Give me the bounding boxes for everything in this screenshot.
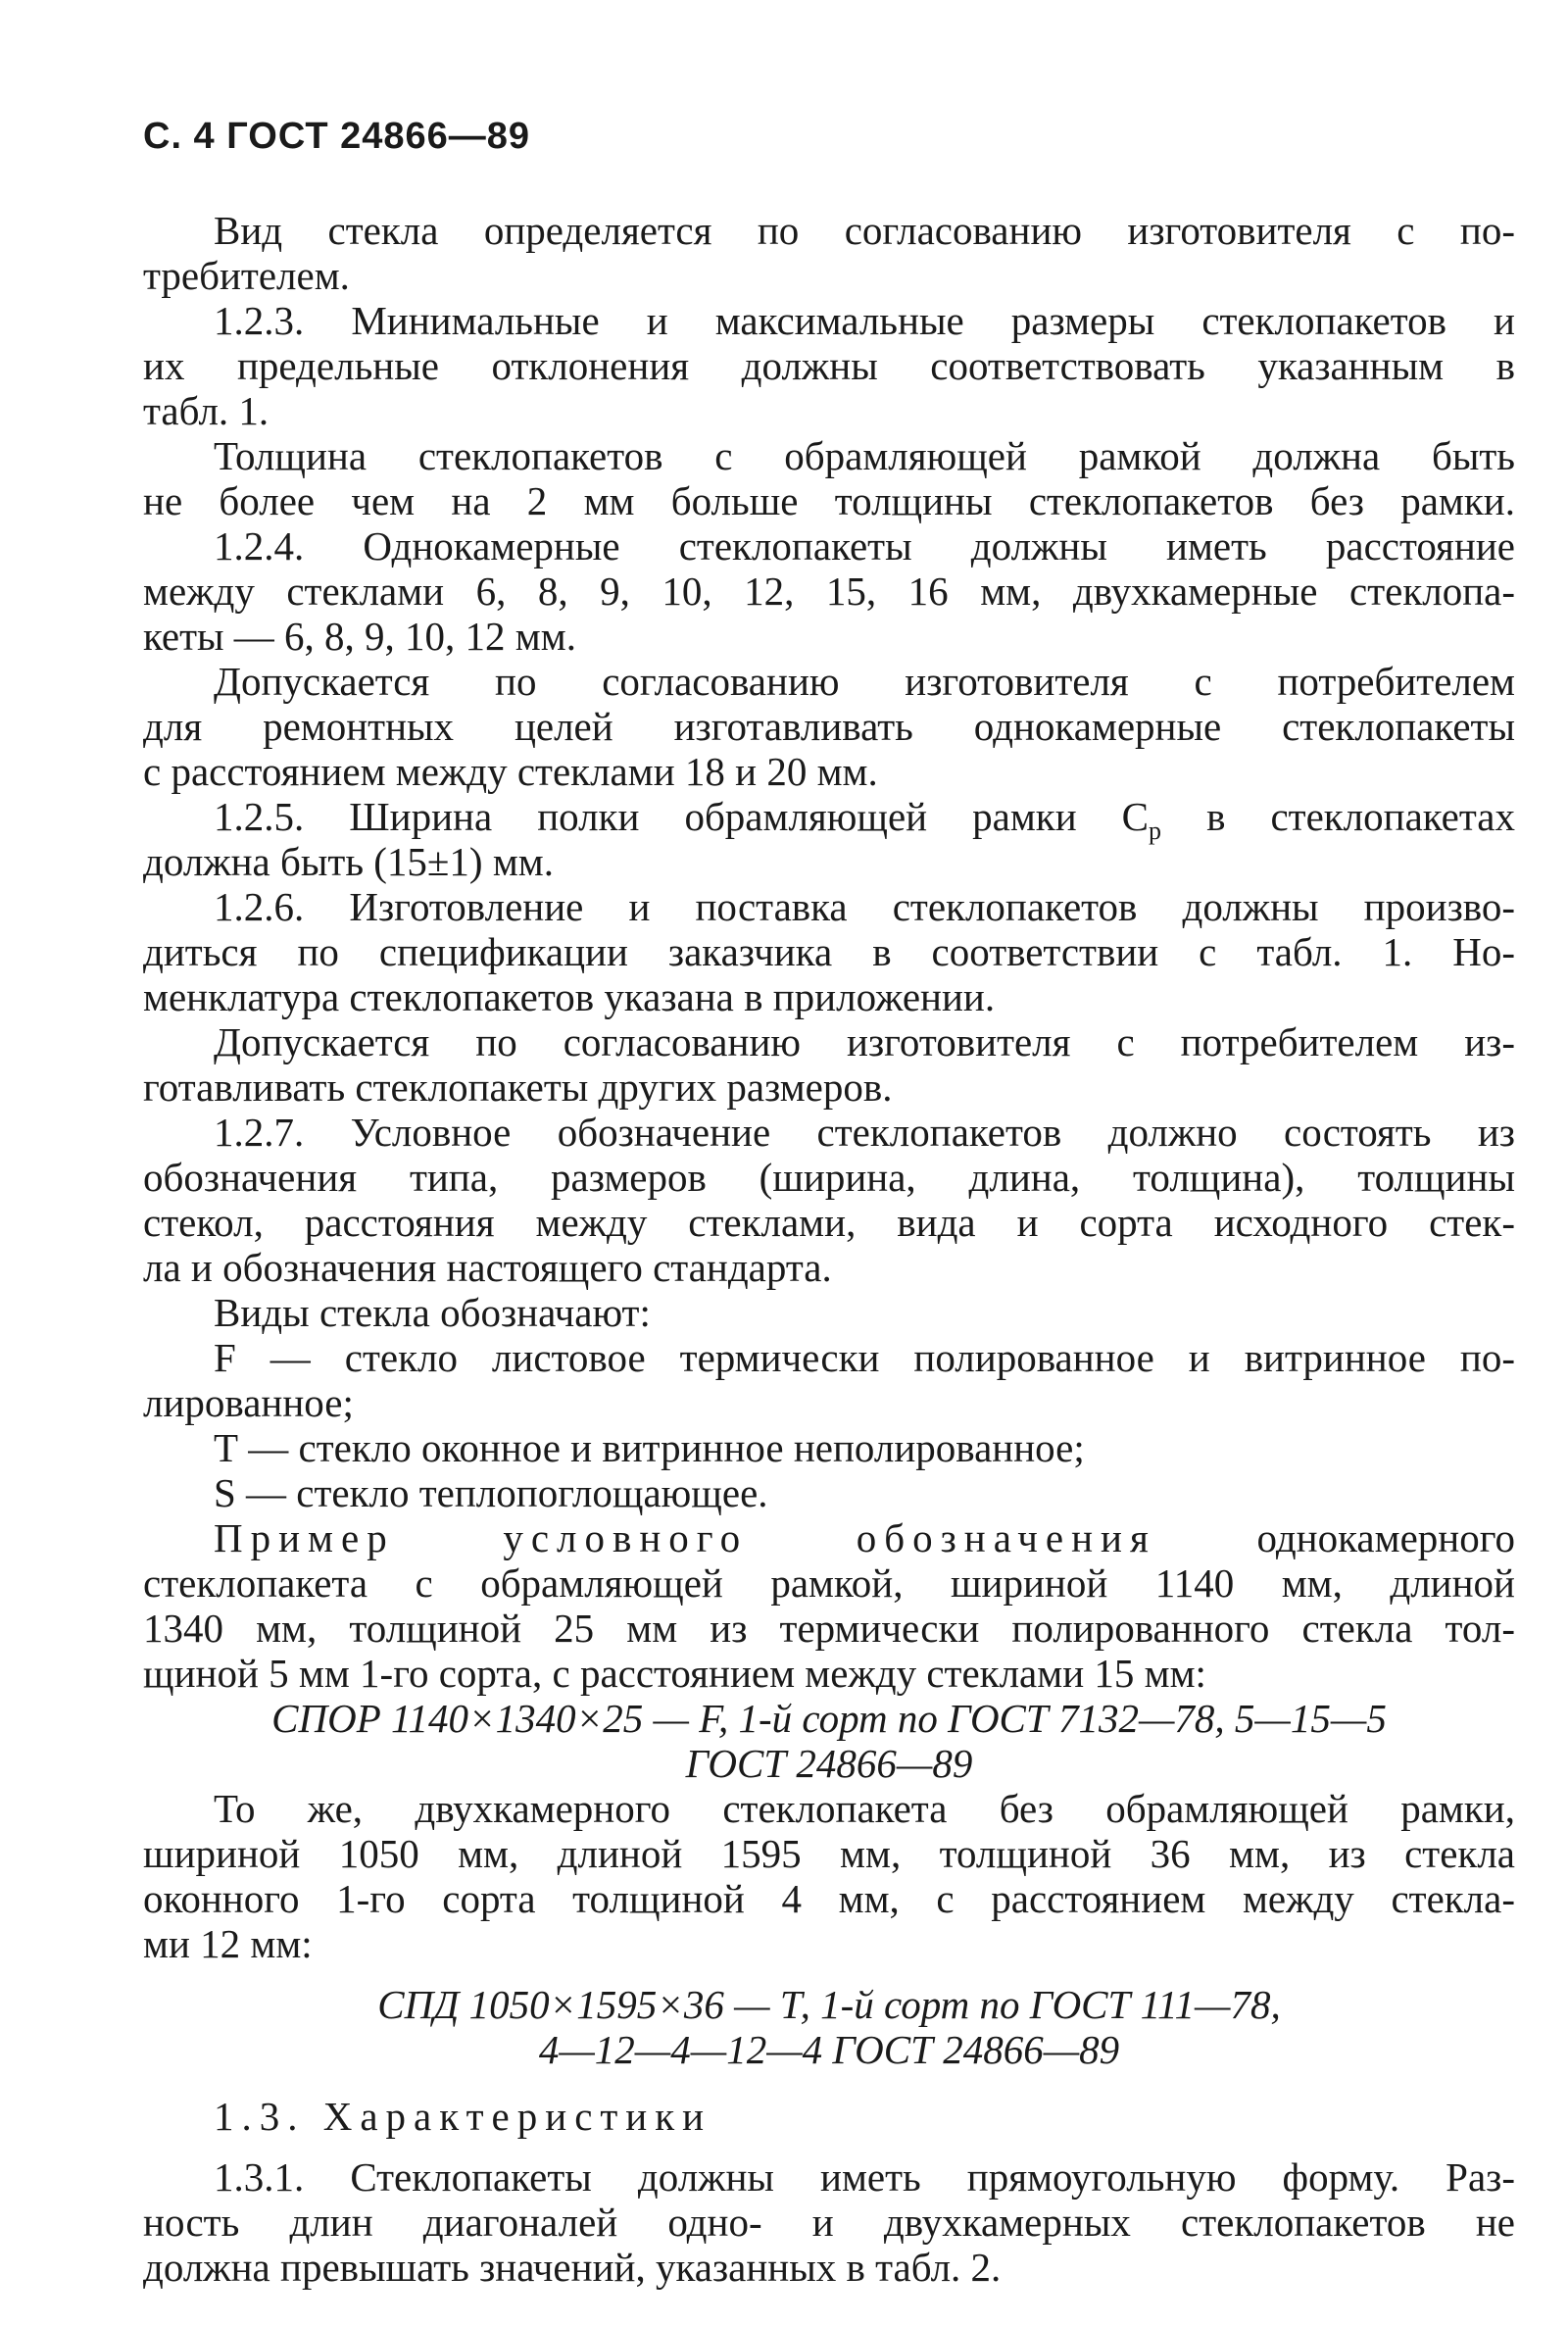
text-line: 1.2.3. Минимальные и максимальные размеры стеклопакетов и (214, 298, 1515, 343)
text-line (143, 794, 1515, 846)
document-body (143, 208, 1515, 2290)
text-line: табл. 1. (143, 388, 270, 433)
spacer (143, 2139, 1515, 2154)
formula-line: 4—12—4—12—4 ГОСТ 24866—89 (538, 2027, 1120, 2072)
text-line: Толщина стеклопакетов с обрамляющей рамкой должна быть (214, 433, 1515, 478)
text-line: 1340 мм, толщиной 25 мм из термически полированного стекла тол- (143, 1606, 1515, 1651)
text-line: Допускается по согласованию изготовителя с потребителем из- (214, 1019, 1515, 1064)
formula-line: ГОСТ 24866—89 (685, 1741, 973, 1786)
text-line: требителем. (143, 253, 350, 298)
text-line: Вид стекла определяется по согласованию изготовителя с по- (214, 208, 1515, 253)
text-line: обозначения типа, размеров (ширина, длина, толщина), толщины (143, 1155, 1515, 1200)
text-line: стеклопакета с обрамляющей рамкой, шириной 1140 мм, длиной (143, 1560, 1515, 1606)
text-line: ла и обозначения настоящего стандарта. (143, 1245, 832, 1290)
text-line: между стеклами 6, 8, 9, 10, 12, 15, 16 мм, двухкамерные стеклопа- (143, 569, 1515, 614)
text-line: F — стекло листовое термически полированное и витринное по- (214, 1335, 1515, 1380)
text-line: 1.2.7. Условное обозначение стеклопакетов должно состоять из (214, 1110, 1515, 1155)
text-line: 1.2.4. Однокамерные стеклопакеты должны иметь расстояние (214, 523, 1515, 569)
text-line: S — стекло теплопоглощающее. (214, 1470, 768, 1515)
spaced-term: Пример условного обозначения (214, 1515, 1156, 1560)
text-line: 1.3.1. Стеклопакеты должны иметь прямоугольную форму. Раз- (214, 2154, 1515, 2200)
text-line: То же, двухкамерного стеклопакета без обрамляющей рамки, (214, 1786, 1515, 1831)
text-line: не более чем на 2 мм больше толщины стеклопакетов без рамки. (143, 478, 1515, 523)
spacer (143, 2072, 1515, 2094)
text-line: Т — стекло оконное и витринное неполированное; (214, 1425, 1085, 1470)
text-segment: однокамерного (1155, 1515, 1516, 1560)
text-line: с расстоянием между стеклами 18 и 20 мм. (143, 749, 878, 794)
text-line: кеты — 6, 8, 9, 10, 12 мм. (143, 614, 576, 659)
text-line: готавливать стеклопакеты других размеров. (143, 1064, 893, 1110)
text-line: стекол, расстояния между стеклами, вида и сорта исходного стек- (143, 1200, 1515, 1245)
text-line: их предельные отклонения должны соответствовать указанным в (143, 343, 1515, 388)
page-header: С. 4 ГОСТ 24866—89 (143, 116, 531, 157)
formula-line: СПОР 1140×1340×25 — F, 1-й сорт по ГОСТ 7132—78, 5—15—5 (271, 1696, 1387, 1741)
text-line: ность длин диагоналей одно- и двухкамерных стеклопакетов не (143, 2200, 1515, 2245)
text-line: ми 12 мм: (143, 1921, 313, 1966)
text-line: Допускается по согласованию изготовителя с потребителем (214, 659, 1515, 704)
text-line: для ремонтных целей изготавливать однокамерные стеклопакеты (143, 704, 1515, 749)
text-line: щиной 5 мм 1-го сорта, с расстоянием между стеклами 15 мм: (143, 1651, 1206, 1696)
text-line: лированное; (143, 1380, 354, 1425)
text-line: должна быть (15±1) мм. (143, 839, 554, 884)
section-heading: 1.3. Характеристики (214, 2094, 712, 2139)
text-line (143, 1515, 1515, 1560)
subscript: p (1149, 816, 1162, 846)
text-line: шириной 1050 мм, длиной 1595 мм, толщиной 36 мм, из стекла (143, 1831, 1515, 1876)
spacer (143, 1966, 1515, 1982)
text-line: 1.2.6. Изготовление и поставка стеклопакетов должны произво- (214, 884, 1515, 929)
text-segment: 1.2.5. Ширина полки обрамляющей рамки C (214, 794, 1150, 839)
text-line: должна превышать значений, указанных в табл. 2. (143, 2245, 1002, 2290)
text-line: диться по спецификации заказчика в соответствии с табл. 1. Но- (143, 929, 1515, 974)
text-line: Виды стекла обозначают: (214, 1290, 651, 1335)
text-line: менклатура стеклопакетов указана в приложении. (143, 974, 996, 1019)
text-segment: в стеклопакетах (1161, 794, 1515, 839)
text-line: оконного 1-го сорта толщиной 4 мм, с расстоянием между стекла- (143, 1876, 1515, 1921)
formula-line: СПД 1050×1595×36 — Т, 1-й сорт по ГОСТ 111—78, (377, 1982, 1281, 2027)
